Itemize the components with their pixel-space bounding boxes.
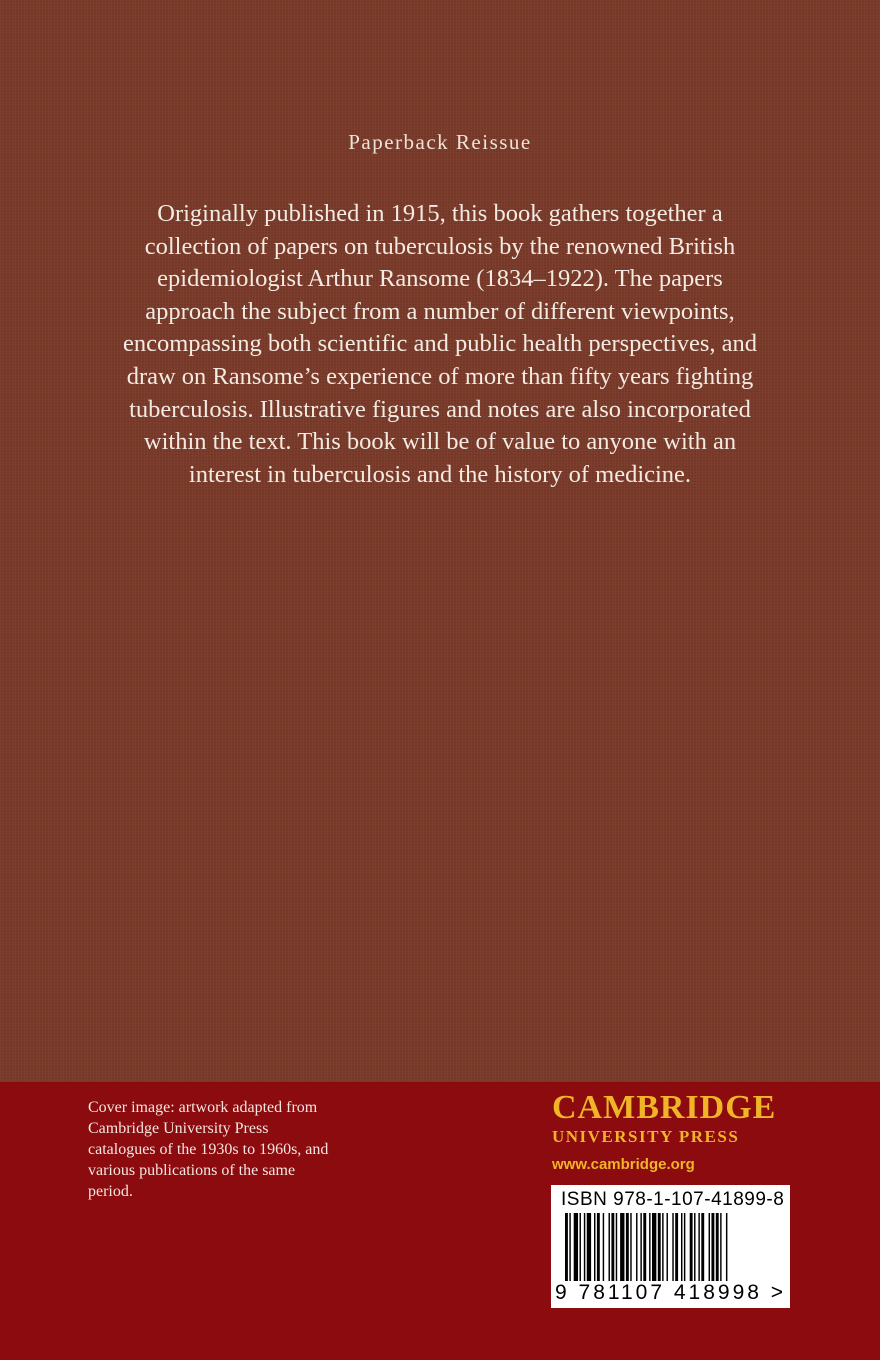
isbn-label: ISBN 978-1-107-41899-8 <box>561 1189 785 1210</box>
series-label: Paperback Reissue <box>348 130 532 154</box>
barcode-bar <box>684 1213 685 1281</box>
publisher-name: CAMBRIDGE <box>552 1089 777 1126</box>
barcode-bar <box>675 1213 678 1281</box>
barcode-bar <box>574 1213 578 1281</box>
barcode-bar <box>658 1213 661 1281</box>
publisher-url[interactable]: www.cambridge.org <box>552 1156 695 1173</box>
barcode-bar <box>626 1213 629 1281</box>
barcode-bar <box>716 1213 719 1281</box>
barcode-bar <box>603 1213 604 1281</box>
book-description: Originally published in 1915, this book gathers together a collection of papers on tuberculosis by the renowned British epidemiologist Arthur Ransome (1834–1922). The papers approach the subject from a number of different viewpoints, encompassing both scientific and public health perspectives, and draw on Ransome’s experience of more than fifty years fighting tuberculosis. Illustrative figures and notes are also incorporated within the text. This book will be of value to anyone with an interest in tuberculosis and the history of medicine. <box>122 200 758 488</box>
barcode-bar <box>698 1213 699 1281</box>
barcode-bar <box>672 1213 673 1281</box>
barcode-bar <box>701 1213 704 1281</box>
publisher-logo <box>552 1088 797 1173</box>
barcode-bar <box>597 1213 600 1281</box>
barcode-bar <box>636 1213 637 1281</box>
barcode-bar <box>694 1213 695 1281</box>
barcode-bar <box>609 1213 610 1281</box>
barcode-bar <box>667 1213 668 1281</box>
barcode-bar <box>690 1213 693 1281</box>
barcode-bar <box>681 1213 682 1281</box>
barcode-bars <box>565 1213 780 1281</box>
barcode-bar <box>643 1213 646 1281</box>
barcode-bar <box>616 1213 617 1281</box>
barcode-bar <box>611 1213 614 1281</box>
barcode-bar <box>580 1213 581 1281</box>
barcode-bar <box>649 1213 650 1281</box>
barcode-bar <box>720 1213 721 1281</box>
barcode-bar <box>569 1213 570 1281</box>
barcode-bar <box>652 1213 656 1281</box>
barcode-bar <box>594 1213 595 1281</box>
barcode-bar <box>640 1213 641 1281</box>
barcode-bar <box>584 1213 585 1281</box>
cover-credit: Cover image: artwork adapted from Cambridge University Press catalogues of the 1930s to 1960s, and various publications of the same period. <box>88 1099 329 1200</box>
barcode-bar <box>711 1213 714 1281</box>
barcode-bar <box>565 1213 568 1281</box>
barcode-bar <box>662 1213 663 1281</box>
barcode-bar <box>630 1213 631 1281</box>
publisher-subtitle: UNIVERSITY PRESS <box>552 1127 740 1146</box>
barcode-bar <box>620 1213 624 1281</box>
barcode-bar <box>709 1213 710 1281</box>
barcode-bar <box>726 1213 727 1281</box>
ean-digits: 9 781107 418998 > <box>555 1281 787 1304</box>
barcode-bar <box>587 1213 591 1281</box>
isbn-barcode <box>551 1185 790 1308</box>
